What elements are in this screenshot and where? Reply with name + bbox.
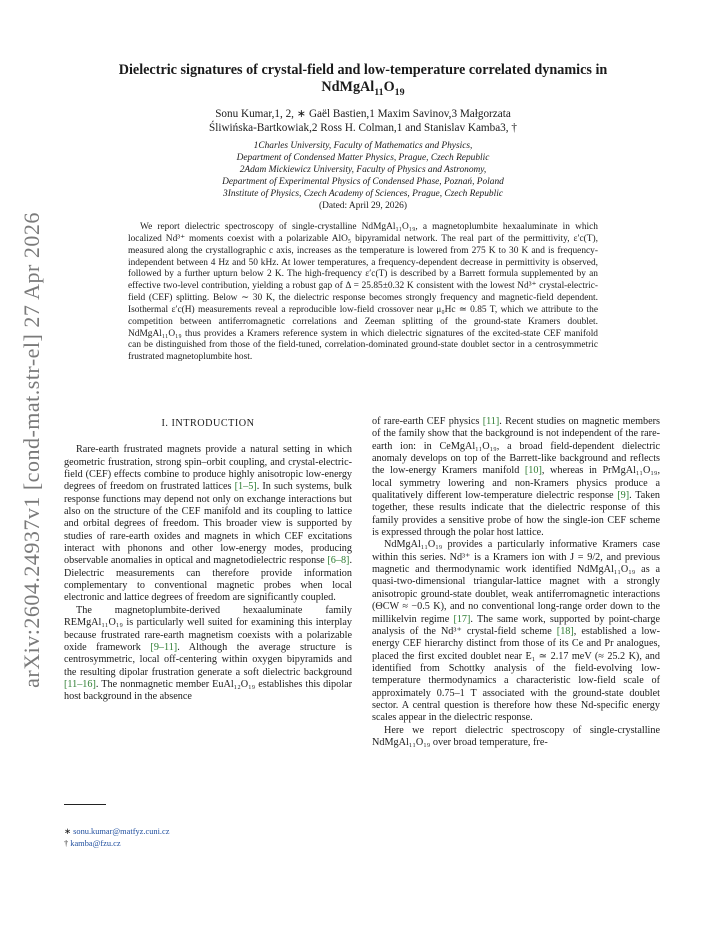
footnote-1: ∗ sonu.kumar@matfyz.cuni.cz	[64, 827, 170, 836]
footnote-rule	[64, 804, 106, 805]
left-column	[64, 418, 352, 704]
arxiv-id: arXiv:2604.24937v1 [cond-mat.str-el] 27 Apr 2026	[19, 212, 44, 688]
citation-link[interactable]: [6–8]	[327, 555, 350, 567]
citation-link[interactable]: [11]	[482, 416, 500, 427]
affiliation-line: Department of Condensed Matter Physics, Prague, Czech Republic	[236, 153, 490, 164]
email-link[interactable]: kamba@fzu.cz	[70, 839, 121, 848]
title-line-2: $NdMgAl_{11}O_{19}$	[321, 79, 405, 98]
authors-line-2: Śliwińska-Bartkowiak,2 Ross H. Colman,1 and Stanislav Kamba3, †	[209, 122, 517, 134]
affiliation-line: 2Adam Mickiewicz University, Faculty of Physics and Astronomy,	[239, 165, 487, 176]
affiliation-line: Department of Experimental Physics of Condensed Phase, Poznań, Poland	[222, 177, 504, 188]
footnotes	[64, 826, 352, 850]
footnote-2: † kamba@fzu.cz	[64, 839, 121, 848]
paragraph: NdMgAl₁₁O₁₉ provides a particularly informative Kramers case within this series. Nd³⁺ is a Kramers ion with J = 9/2, and previous magnetic and thermodynamic work identified NdMgAl₁₁O₁₉ as a quasi-two-dimensional triangular-lattice magnet with a strongly anisotropic ground-state doublet, weak antiferromagnetic interactions (ΘCW ≈ −0.5 K), and no conventional long-range order down to the millikelvin regime [17]. The same work, supported by point-charge analysis of the Nd³⁺ crystal-field scheme [18], established a low-energy CEF hierarchy distinct from those of its Ce and Pr analogues, placed the first excited doublet near E₁ ≃ 2.17 meV (≈ 25.2 K), and identified from Schottky analysis of the field-evolving low-temperature thermodynamics a characteristic low-field scale of approximately 0.75–1 T associated with the ground-state doublet sector. A central question is therefore how these Nd-specific energy scales appear in the dielectric response.	[372, 539, 661, 724]
arxiv-stamp	[12, 212, 52, 688]
citation-link[interactable]: [18]	[556, 625, 574, 637]
authors-line-1: Sonu Kumar,1, 2, ∗ Gaël Bastien,1 Maxim Savinov,3 Małgorzata	[215, 108, 511, 120]
paragraph: of rare-earth CEF physics [11]. Recent studies on magnetic members of the family show that the background is not independent of the rare-earth ion: in CeMgAl₁₁O₁₉, a broad field-dependent dielectric anomaly develops on top of the Barrett-like background and reflects the low-energy Kramers manifold [10], whereas in PrMgAl₁₁O₁₉, local symmetry lowering and non-Kramers physics produce a qualitatively different low-temperature dielectric response [9]. Taken together, these results indicate that the dielectric response of this family provides a sensitive probe of how the single-ion CEF scheme is expressed through the polar host lattice.	[372, 416, 660, 539]
affiliation-line: 1Charles University, Faculty of Mathematics and Physics,	[253, 141, 473, 151]
paper-title	[70, 62, 656, 96]
citation-link[interactable]: [11–16]	[64, 678, 96, 690]
email-link[interactable]: sonu.kumar@matfyz.cuni.cz	[73, 827, 170, 836]
affiliation-line: 3Institute of Physics, Czech Academy of Sciences, Prague, Czech Republic	[223, 189, 503, 200]
paragraph: The magnetoplumbite-derived hexaaluminate family REMgAl₁₁O₁₉ is particularly well suited for examining this interplay because frustrated rare-earth magnetism coexists with a polarizable oxide framework [9–11]. Although the average structure is centrosymmetric, local off-centering within oxygen bipyramids and the resulting dipolar frustration generate a soft dielectric background [11–16]. The nonmagnetic member EuAl₁₂O₁₉ establishes this dipolar host background in the absence	[64, 604, 352, 703]
right-column	[372, 416, 660, 749]
section-heading-introduction: I. INTRODUCTION	[161, 418, 255, 429]
affiliations	[70, 140, 656, 200]
title-line-1: Dielectric signatures of crystal-field and low-temperature correlated dynamics in	[118, 62, 608, 78]
paragraph: Rare-earth frustrated magnets provide a natural setting in which geometric frustration, strong spin–orbit coupling, and crystal-electric-field (CEF) effects combine to produce highly anisotropic low-energy degrees of freedom on frustrated lattices [1–5]. In such systems, bulk response functions may depend not only on exchange interactions but also on the structure of the CEF manifold and its coupling to lattice and orbital degrees of freedom. This broader view is supported by studies of rare-earth oxides and magnets in which CEF excitations interact with phonons and other low-energy modes, producing observable anomalies in optical and magnetodielectric response [6–8]. Dielectric measurements can therefore provide information complementary to conventional magnetic probes when local electronic and lattice degrees of freedom are significantly coupled.	[64, 444, 353, 604]
paragraph: Here we report dielectric spectroscopy of single-crystalline NdMgAl₁₁O₁₉ over broad temperature, fre-	[372, 724, 660, 748]
citation-link[interactable]: [17]	[453, 613, 471, 625]
author-list	[70, 107, 656, 135]
abstract: We report dielectric spectroscopy of single-crystalline NdMgAl₁₁O₁₉, a magnetoplumbite hexaaluminate in which localized Nd³⁺ moments coexist with a polarizable AlO₅ bipyramidal network. The real part of the permittivity, ε′c(T), measured along the crystallographic c axis, increases as the temperature is lowered from 275 K to 30 K and is frequency-independent between 4 Hz and 50 kHz. At lower temperatures, a frequency-dependent decrease in permittivity is observed, followed by a further upturn below 2 K. The high-frequency ε′c(T) is described by a Barrett formula supplemented by an effective two-level contribution, yielding a robust gap of Δ = 25.85±0.32 K consistent with the lowest Nd³⁺ crystal-electric-field (CEF) splitting. Below ∼ 30 K, the dielectric response becomes strongly frequency and magnetic-field dependent. Isothermal ε′c(H) measurements reveal a reproducible low-field crossover near μ₀Hc ≃ 0.85 T, which we attribute to the competition between antiferromagnetic correlations and Zeeman splitting of the ground-state Kramers doublet. NdMgAl₁₁O₁₉ thus provides a Kramers reference system in which dielectric signatures of the excited-state CEF manifold can be distinguished from those of the field-tuned, correlation-dominated ground-state doublet sector in a centrosymmetric frustrated magnetoplumbite host.	[128, 222, 598, 363]
citation-link[interactable]: [9]	[617, 490, 630, 502]
dated-line: (Dated: April 29, 2026)	[318, 201, 407, 211]
citation-link[interactable]: [1–5]	[234, 481, 257, 493]
citation-link[interactable]: [9–11]	[150, 641, 178, 653]
citation-link[interactable]: [10]	[524, 465, 542, 477]
